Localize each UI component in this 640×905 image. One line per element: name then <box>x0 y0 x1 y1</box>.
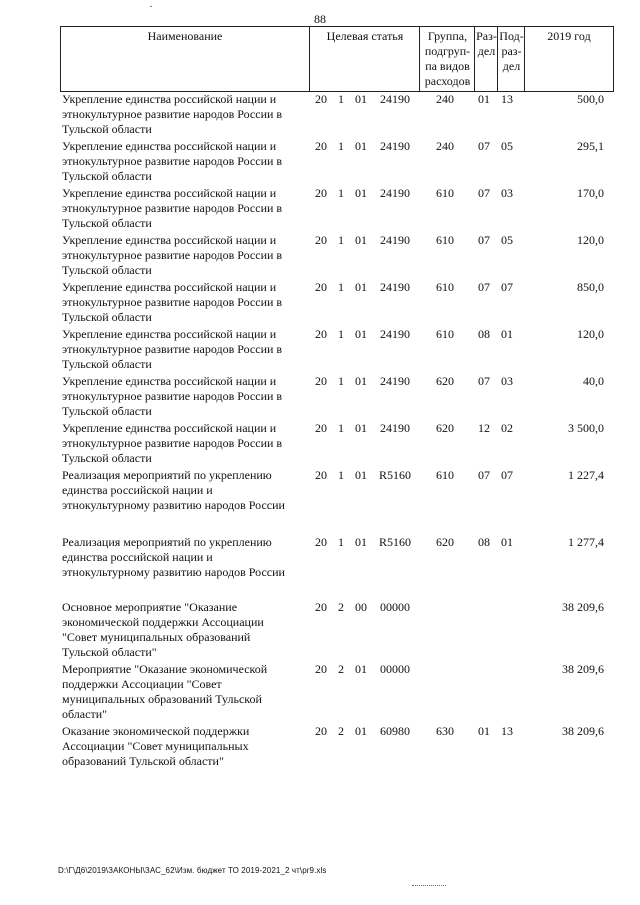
direction-code: R5160 <box>378 468 411 482</box>
program-code: 20 <box>315 92 327 106</box>
subprogram-code: 1 <box>338 233 344 247</box>
row-name <box>62 724 307 769</box>
row-name-line: Укрепление единства российской нации и <box>62 92 277 106</box>
direction-code: 24190 <box>380 139 410 153</box>
row-name-line: Укрепление единства российской нации и <box>62 421 277 435</box>
section-code: 07 <box>478 374 490 388</box>
row-name-line: образований Тульской области" <box>62 754 224 768</box>
row-name-line: муниципальных образований Тульской <box>62 692 262 706</box>
row-name-line: этнокультурное развитие народов России в <box>62 201 283 215</box>
header-name <box>61 27 309 91</box>
amount-2019: 40,0 <box>583 374 604 388</box>
subprogram-code: 1 <box>338 374 344 388</box>
header-group-line: Группа, <box>427 29 468 43</box>
program-code: 20 <box>315 724 327 738</box>
amount-2019: 295,1 <box>577 139 604 153</box>
section-code: 07 <box>478 468 490 482</box>
direction-code: 00000 <box>380 600 410 614</box>
row-name <box>62 186 307 231</box>
measure-code: 01 <box>355 186 367 200</box>
program-code: 20 <box>315 600 327 614</box>
direction-code: 24190 <box>380 374 410 388</box>
expense-group: 610 <box>436 186 454 200</box>
footer-mark <box>412 885 446 886</box>
measure-code: 00 <box>355 600 367 614</box>
row-name <box>62 662 307 722</box>
section-code: 07 <box>478 186 490 200</box>
program-code: 20 <box>315 233 327 247</box>
row-name-line: Укрепление единства российской нации и <box>62 280 277 294</box>
amount-2019: 500,0 <box>577 92 604 106</box>
expense-group: 610 <box>436 233 454 247</box>
program-code: 20 <box>315 139 327 153</box>
program-code: 20 <box>315 421 327 435</box>
expense-group: 630 <box>436 724 454 738</box>
expense-group: 620 <box>436 535 454 549</box>
subsection-code: 02 <box>501 421 513 435</box>
subprogram-code: 1 <box>338 92 344 106</box>
row-name-line: Тульской области <box>62 122 152 136</box>
header-year-label: 2019 год <box>547 29 591 43</box>
header-group-line: расходов <box>424 74 471 88</box>
direction-code: 24190 <box>380 233 410 247</box>
row-name-line: Тульской области <box>62 357 152 371</box>
row-name-line: Тульской области <box>62 169 152 183</box>
row-name-line: поддержки Ассоциации "Совет <box>62 677 222 691</box>
expense-group: 240 <box>436 92 454 106</box>
row-name-line: Тульской области <box>62 404 152 418</box>
header-section-line: дел <box>477 44 496 58</box>
program-code: 20 <box>315 186 327 200</box>
section-code: 07 <box>478 280 490 294</box>
measure-code: 01 <box>355 327 367 341</box>
subprogram-code: 2 <box>338 662 344 676</box>
measure-code: 01 <box>355 92 367 106</box>
measure-code: 01 <box>355 535 367 549</box>
scan-mark <box>150 6 152 7</box>
measure-code: 01 <box>355 662 367 676</box>
direction-code: 24190 <box>380 280 410 294</box>
row-name <box>62 535 307 580</box>
header-group-line: подгруп- <box>424 44 471 58</box>
subsection-code: 01 <box>501 327 513 341</box>
section-code: 07 <box>478 233 490 247</box>
header-section-line: Раз- <box>476 29 497 43</box>
expense-group: 610 <box>436 327 454 341</box>
row-name-line: этнокультурное развитие народов России в <box>62 436 283 450</box>
row-name-line: Укрепление единства российской нации и <box>62 327 277 341</box>
header-group-line: па видов <box>425 59 470 73</box>
measure-code: 01 <box>355 139 367 153</box>
header-year <box>524 27 613 91</box>
measure-code: 01 <box>355 724 367 738</box>
measure-code: 01 <box>355 374 367 388</box>
section-code: 08 <box>478 327 490 341</box>
header-group <box>419 27 475 91</box>
row-name-line: единства российской нации и <box>62 550 213 564</box>
header-subsection-line: дел <box>502 59 521 73</box>
row-name-line: Оказание экономической поддержки <box>62 724 250 738</box>
program-code: 20 <box>315 535 327 549</box>
row-name-line: Укрепление единства российской нации и <box>62 139 277 153</box>
row-name-line: Укрепление единства российской нации и <box>62 186 277 200</box>
amount-2019: 3 500,0 <box>568 421 604 435</box>
row-name-line: Тульской области <box>62 216 152 230</box>
row-name-line: Тульской области <box>62 263 152 277</box>
measure-code: 01 <box>355 280 367 294</box>
file-path-footer: D:\Г\Д6\2019\ЗАКОНЫ\ЗАС_62\Изм. бюджет ТО 2019-2021_2 чт\pr9.xls <box>58 866 327 875</box>
amount-2019: 170,0 <box>577 186 604 200</box>
row-name-line: этнокультурному развитию народов России <box>62 498 285 512</box>
subsection-code: 13 <box>501 92 513 106</box>
header-subsection-line: Под- <box>499 29 524 43</box>
row-name-line: Укрепление единства российской нации и <box>62 374 277 388</box>
subsection-code: 01 <box>501 535 513 549</box>
expense-group: 620 <box>436 421 454 435</box>
amount-2019: 38 209,6 <box>562 724 604 738</box>
amount-2019: 850,0 <box>577 280 604 294</box>
direction-code: 00000 <box>380 662 410 676</box>
subsection-code: 13 <box>501 724 513 738</box>
subprogram-code: 1 <box>338 535 344 549</box>
row-name-line: этнокультурное развитие народов России в <box>62 248 283 262</box>
subsection-code: 03 <box>501 186 513 200</box>
measure-code: 01 <box>355 421 367 435</box>
row-name-line: этнокультурное развитие народов России в <box>62 295 283 309</box>
row-name <box>62 327 307 372</box>
amount-2019: 1 227,4 <box>568 468 604 482</box>
row-name <box>62 139 307 184</box>
section-code: 07 <box>478 139 490 153</box>
row-name-line: "Совет муниципальных образований <box>62 630 251 644</box>
program-code: 20 <box>315 374 327 388</box>
row-name-line: этнокультурное развитие народов России в <box>62 107 283 121</box>
row-name-line: этнокультурное развитие народов России в <box>62 389 283 403</box>
subsection-code: 07 <box>501 468 513 482</box>
program-code: 20 <box>315 280 327 294</box>
subsection-code: 05 <box>501 139 513 153</box>
row-name-line: Тульской области <box>62 451 152 465</box>
expense-group: 610 <box>436 280 454 294</box>
subprogram-code: 1 <box>338 327 344 341</box>
program-code: 20 <box>315 662 327 676</box>
expense-group: 240 <box>436 139 454 153</box>
header-subsection <box>497 27 525 91</box>
expense-group: 620 <box>436 374 454 388</box>
row-name-line: Укрепление единства российской нации и <box>62 233 277 247</box>
subsection-code: 07 <box>501 280 513 294</box>
amount-2019: 1 277,4 <box>568 535 604 549</box>
header-target <box>309 27 420 91</box>
row-name <box>62 600 307 660</box>
subprogram-code: 1 <box>338 421 344 435</box>
row-name <box>62 92 307 137</box>
page-number: 88 <box>314 12 326 26</box>
direction-code: 24190 <box>380 421 410 435</box>
direction-code: 24190 <box>380 186 410 200</box>
measure-code: 01 <box>355 233 367 247</box>
expense-group: 610 <box>436 468 454 482</box>
row-name-line: Реализация мероприятий по укреплению <box>62 468 272 482</box>
section-code: 01 <box>478 92 490 106</box>
row-name <box>62 374 307 419</box>
row-name <box>62 421 307 466</box>
row-name-line: этнокультурное развитие народов России в <box>62 154 283 168</box>
direction-code: 24190 <box>380 92 410 106</box>
subprogram-code: 1 <box>338 468 344 482</box>
row-name-line: Основное мероприятие "Оказание <box>62 600 238 614</box>
amount-2019: 38 209,6 <box>562 662 604 676</box>
subprogram-code: 1 <box>338 186 344 200</box>
row-name <box>62 233 307 278</box>
row-name-line: Реализация мероприятий по укреплению <box>62 535 272 549</box>
row-name <box>62 468 307 513</box>
direction-code: R5160 <box>378 535 411 549</box>
row-name-line: экономической поддержки Ассоциации <box>62 615 264 629</box>
amount-2019: 120,0 <box>577 327 604 341</box>
header-target-label: Целевая статья <box>326 29 404 43</box>
subsection-code: 03 <box>501 374 513 388</box>
section-code: 12 <box>478 421 490 435</box>
row-name-line: области" <box>62 707 108 721</box>
table-header <box>60 26 614 92</box>
measure-code: 01 <box>355 468 367 482</box>
direction-code: 24190 <box>380 327 410 341</box>
header-section <box>474 27 498 91</box>
program-code: 20 <box>315 327 327 341</box>
section-code: 01 <box>478 724 490 738</box>
row-name-line: Мероприятие "Оказание экономической <box>62 662 268 676</box>
row-name-line: этнокультурному развитию народов России <box>62 565 285 579</box>
amount-2019: 120,0 <box>577 233 604 247</box>
program-code: 20 <box>315 468 327 482</box>
row-name-line: Тульской области <box>62 310 152 324</box>
header-name-label: Наименование <box>147 29 223 43</box>
subprogram-code: 1 <box>338 280 344 294</box>
row-name-line: Ассоциации "Совет муниципальных <box>62 739 249 753</box>
header-subsection-line: раз- <box>501 44 522 58</box>
subprogram-code: 2 <box>338 600 344 614</box>
subsection-code: 05 <box>501 233 513 247</box>
row-name-line: Тульской области" <box>62 645 157 659</box>
row-name-line: единства российской нации и <box>62 483 213 497</box>
subprogram-code: 1 <box>338 139 344 153</box>
amount-2019: 38 209,6 <box>562 600 604 614</box>
row-name-line: этнокультурное развитие народов России в <box>62 342 283 356</box>
section-code: 08 <box>478 535 490 549</box>
row-name <box>62 280 307 325</box>
direction-code: 60980 <box>380 724 410 738</box>
subprogram-code: 2 <box>338 724 344 738</box>
